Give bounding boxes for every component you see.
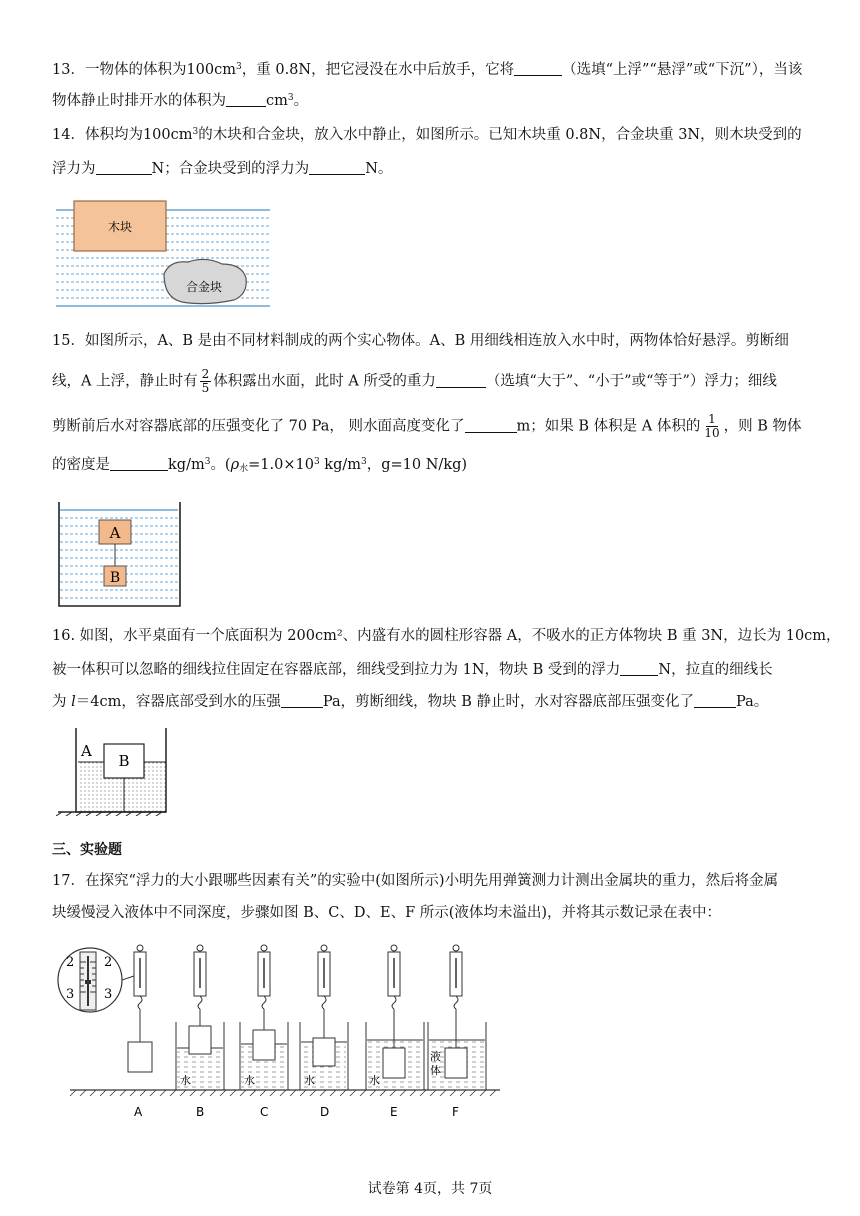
q15-line4: 的密度是 $kg/m^3$。($\rho_水=1.0\times 10^3$ $kg/m^3$，g=10 N/kg) xyxy=(52,457,468,474)
liquid-label: 体 xyxy=(430,1064,441,1077)
step-label: B xyxy=(196,1105,205,1119)
water-label: 水 xyxy=(304,1074,315,1087)
label-a: A xyxy=(81,742,92,760)
liquid-label: 液 xyxy=(430,1050,441,1063)
section-title: 三、实验题 xyxy=(52,842,122,858)
q14-line1: 14．体积均为$100cm^3$的木块和合金块，放入水中静止，如图所示。已知木块重 0.8N，合金块重 3N，则木块受到的 xyxy=(52,127,802,143)
q14-blank2[interactable] xyxy=(309,159,365,175)
scale-num: 2 xyxy=(104,955,113,970)
q17-figure xyxy=(56,940,506,1126)
step-label: D xyxy=(320,1105,330,1119)
q17-line2: 块缓慢浸入液体中不同深度，步骤如图 B、C、D、E、F 所示(液体均未溢出)，并将其示数记录在表中： xyxy=(52,905,722,921)
label-a: A xyxy=(109,524,121,542)
alloy-label: 合金块 xyxy=(185,280,223,294)
q16-line2: 被一体积可以忽略的细线拉住固定在容器底部，细线受到拉力为 1N，物块 B 受到的浮力 N，拉直的细线长 xyxy=(52,662,773,678)
page-footer: 试卷第 4页，共 7页 xyxy=(367,1181,493,1197)
q13-blank1[interactable] xyxy=(514,60,562,76)
q15-line2: 线，A 上浮，静止时有 $\frac{2}{5}$ 体积露出水面，此时 A 所受的重力 （选填“大于”、“小于”或“等于”）浮力；细线 xyxy=(52,367,777,395)
step-label: A xyxy=(134,1105,143,1119)
step-label: F xyxy=(452,1105,459,1119)
fraction-2-5: $\frac{2}{5}$ xyxy=(201,367,210,395)
step-label: C xyxy=(260,1105,269,1119)
q15-line3: 剪断前后水对容器底部的压强变化了 70 Pa， 则水面高度变化了 m；如果 B 体积是 A 体积的 $\frac{1}{10}$ ，则 B 物体 xyxy=(52,412,802,440)
q13-blank2[interactable] xyxy=(226,91,266,107)
q16-blank2[interactable] xyxy=(281,692,323,708)
fraction-1-10: $\frac{1}{10}$ xyxy=(704,412,720,440)
water-label: 水 xyxy=(180,1074,191,1087)
q13-line2: 物体静止时排开水的体积为 $cm^3$。 xyxy=(52,93,309,109)
q13-line1: 13．一物体的体积为$100cm^3$，重 0.8N，把它浸没在水中后放手，它将 （选填“上浮”“悬浮”或“下沉”），当该 xyxy=(52,62,803,78)
q16-blank1[interactable] xyxy=(620,660,658,676)
label-b: B xyxy=(109,570,121,586)
scale-num: 3 xyxy=(66,987,75,1002)
q16-line1: 16. 如图，水平桌面有一个底面积为 200cm²、内盛有水的圆柱形容器 A，不吸水的正方体物块 B 重 3N，边长为 10cm， xyxy=(52,628,841,644)
wood-label: 木块 xyxy=(107,220,133,234)
water-label: 水 xyxy=(244,1074,255,1087)
q14-blank1[interactable] xyxy=(96,159,152,175)
q16-figure xyxy=(56,722,168,816)
q15-blank2[interactable] xyxy=(465,417,517,433)
q16-line3: 为 l＝4cm，容器底部受到水的压强 Pa，剪断细线，物块 B 静止时，水对容器底部压强变化了 Pa。 xyxy=(52,694,769,710)
step-label: E xyxy=(390,1105,398,1119)
q15-blank1[interactable] xyxy=(436,372,486,388)
q15-blank3[interactable] xyxy=(110,455,168,471)
q14-line2: 浮力为 N；合金块受到的浮力为 N。 xyxy=(52,161,393,177)
q17-line1: 17．在探究“浮力的大小跟哪些因素有关”的实验中(如图所示)小明先用弹簧测力计测出金属块的重力，然后将金属 xyxy=(52,873,779,889)
scale-num: 3 xyxy=(104,987,113,1002)
water-label: 水 xyxy=(369,1074,380,1087)
q16-blank3[interactable] xyxy=(694,692,736,708)
label-b: B xyxy=(118,752,130,770)
q15-figure xyxy=(58,492,184,608)
scale-num: 2 xyxy=(66,955,75,970)
q14-figure xyxy=(56,198,272,308)
q15-line1: 15．如图所示，A、B 是由不同材料制成的两个实心物体。A、B 用细线相连放入水中时，两物体恰好悬浮。剪断细 xyxy=(52,333,789,349)
